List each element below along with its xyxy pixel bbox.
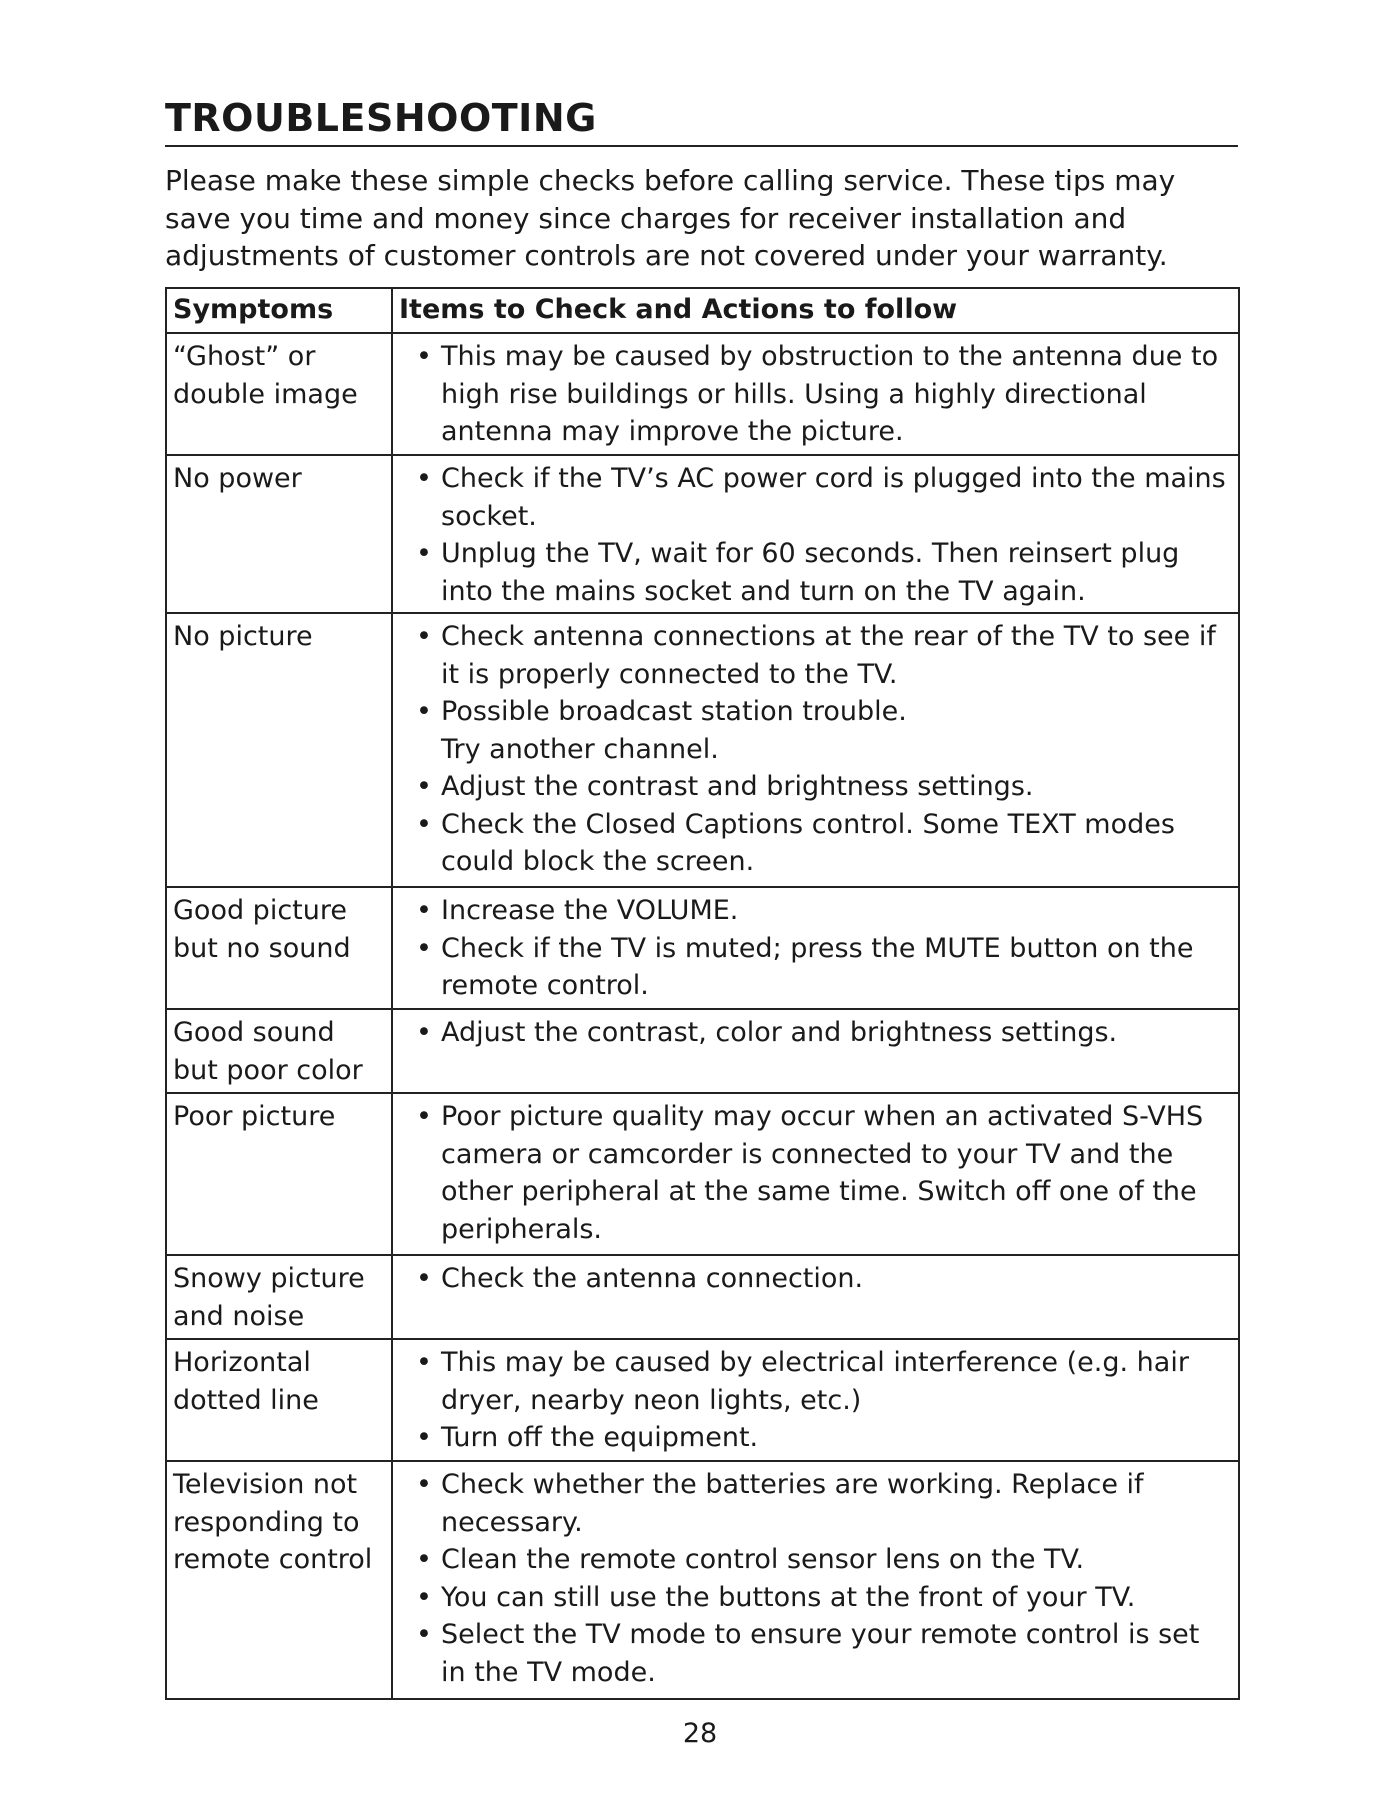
page-number: 28 [682, 1718, 718, 1749]
table-row [166, 455, 1239, 613]
page-title: TROUBLESHOOTING [165, 96, 597, 140]
table-row [166, 1339, 1239, 1461]
action-list [399, 1098, 1232, 1248]
table-row [166, 613, 1239, 887]
action-item: • Poor picture quality may occur when an activated S-VHS camera or camcorder is connected to your TV and the other peripheral at the same time. Switch off one of the peripherals. [399, 1098, 1232, 1248]
action-list [399, 1344, 1232, 1457]
symptom-cell: Good picture but no sound [166, 887, 392, 1009]
action-list [399, 1466, 1232, 1691]
actions-cell [392, 455, 1239, 613]
action-item: • Check antenna connections at the rear of the TV to see if it is properly connected to the TV. [399, 618, 1232, 693]
troubleshooting-table [165, 287, 1240, 1700]
action-item: • This may be caused by electrical interference (e.g. hair dryer, nearby neon lights, etc.) [399, 1344, 1232, 1419]
table-body [166, 333, 1239, 1699]
symptoms-column-header: Symptoms [166, 288, 392, 333]
action-item: • You can still use the buttons at the front of your TV. [399, 1579, 1232, 1617]
action-list [399, 1014, 1232, 1052]
action-item: • Turn off the equipment. [399, 1419, 1232, 1457]
actions-cell [392, 1009, 1239, 1093]
actions-cell [392, 887, 1239, 1009]
table-row [166, 1009, 1239, 1093]
action-item: • Check if the TV is muted; press the MUTE button on the remote control. [399, 930, 1232, 1005]
action-list [399, 1260, 1232, 1298]
action-item: • Check the antenna connection. [399, 1260, 1232, 1298]
action-item: • Possible broadcast station trouble. Try another channel. [399, 693, 1232, 768]
table-row [166, 887, 1239, 1009]
actions-cell [392, 1339, 1239, 1461]
action-item: • Increase the VOLUME. [399, 892, 1232, 930]
action-item: • Unplug the TV, wait for 60 seconds. Then reinsert plug into the mains socket and turn on the TV again. [399, 535, 1232, 610]
symptom-cell: “Ghost” or double image [166, 333, 392, 455]
title-divider [165, 145, 1238, 147]
symptom-cell: Snowy picture and noise [166, 1255, 392, 1339]
action-item: • Check if the TV’s AC power cord is plugged into the mains socket. [399, 460, 1232, 535]
action-item: • Clean the remote control sensor lens on the TV. [399, 1541, 1232, 1579]
symptom-cell: Good sound but poor color [166, 1009, 392, 1093]
actions-cell [392, 1093, 1239, 1255]
action-item: • This may be caused by obstruction to the antenna due to high rise buildings or hills. Using a highly directional antenna may improve the picture. [399, 338, 1232, 451]
action-list [399, 460, 1232, 610]
symptom-cell: Television not responding to remote control [166, 1461, 392, 1699]
action-list [399, 618, 1232, 881]
symptom-cell: No picture [166, 613, 392, 887]
action-item: • Adjust the contrast and brightness settings. [399, 768, 1232, 806]
symptom-cell: Horizontal dotted line [166, 1339, 392, 1461]
table-row [166, 1093, 1239, 1255]
actions-cell [392, 613, 1239, 887]
actions-cell [392, 1461, 1239, 1699]
action-item: • Check whether the batteries are working. Replace if necessary. [399, 1466, 1232, 1541]
actions-cell [392, 333, 1239, 455]
action-item: • Adjust the contrast, color and brightness settings. [399, 1014, 1232, 1052]
table-row [166, 333, 1239, 455]
intro-paragraph: Please make these simple checks before calling service. These tips may save you time and money since charges for receiver installation and adjustments of customer controls are not covered under your warranty. [165, 164, 1176, 272]
symptom-cell: Poor picture [166, 1093, 392, 1255]
symptom-cell: No power [166, 455, 392, 613]
table-row [166, 1255, 1239, 1339]
action-list [399, 892, 1232, 1005]
actions-cell [392, 1255, 1239, 1339]
action-list [399, 338, 1232, 451]
action-item: • Check the Closed Captions control. Some TEXT modes could block the screen. [399, 806, 1232, 881]
table-header-row [166, 288, 1239, 333]
action-item: • Select the TV mode to ensure your remote control is set in the TV mode. [399, 1616, 1232, 1691]
table-row [166, 1461, 1239, 1699]
actions-column-header: Items to Check and Actions to follow [392, 288, 1239, 333]
